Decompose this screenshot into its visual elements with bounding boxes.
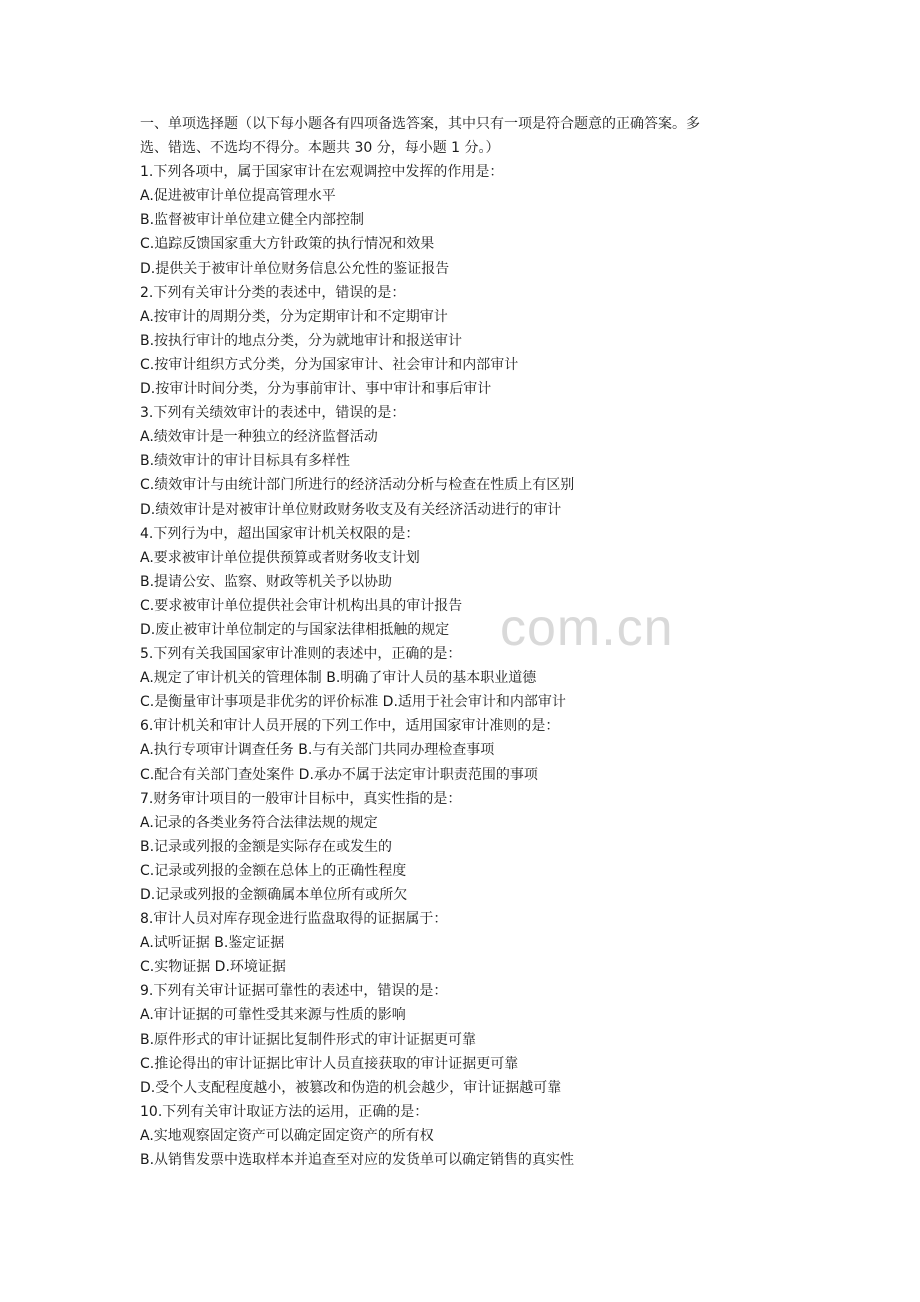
text-line: B.绩效审计的审计目标具有多样性: [140, 453, 351, 470]
text-line: B.记录或列报的金额是实际存在或发生的: [140, 838, 393, 855]
text-line: 2.下列有关审计分类的表述中，错误的是：: [140, 284, 406, 301]
text-line: A.要求被审计单位提供预算或者财务收支计划: [140, 549, 420, 566]
text-line: B.监督被审计单位建立健全内部控制: [140, 212, 365, 229]
text-line: B.原件形式的审计证据比复制件形式的审计证据更可靠: [140, 1031, 477, 1048]
text-line: B.按执行审计的地点分类，分为就地审计和报送审计: [140, 332, 463, 349]
text-line: A.实地观察固定资产可以确定固定资产的所有权: [140, 1127, 434, 1144]
text-line: D.绩效审计是对被审计单位财政财务收支及有关经济活动进行的审计: [140, 501, 562, 518]
document-body: [140, 112, 788, 1172]
text-line: A.按审计的周期分类，分为定期审计和不定期审计: [140, 308, 448, 325]
text-line: C.配合有关部门查处案件 D.承办不属于法定审计职责范围的事项: [140, 766, 538, 783]
text-line: A.记录的各类业务符合法律法规的规定: [140, 814, 378, 831]
text-line: B.提请公安、监察、财政等机关予以协助: [140, 573, 393, 590]
watermark: com.cn: [500, 599, 674, 657]
text-line: D.按审计时间分类，分为事前审计、事中审计和事后审计: [140, 381, 492, 398]
text-line: C.绩效审计与由统计部门所进行的经济活动分析与检查在性质上有区别: [140, 477, 575, 494]
text-line: 8.审计人员对库存现金进行监盘取得的证据属于：: [140, 911, 448, 928]
text-line: C.是衡量审计事项是非优劣的评价标准 D.适用于社会审计和内部审计: [140, 694, 566, 711]
text-line: C.追踪反馈国家重大方针政策的执行情况和效果: [140, 236, 435, 253]
text-line: A.规定了审计机关的管理体制 B.明确了审计人员的基本职业道德: [140, 670, 537, 687]
text-line: 1.下列各项中，属于国家审计在宏观调控中发挥的作用是：: [140, 164, 504, 181]
text-line: B.从销售发票中选取样本并追查至对应的发货单可以确定销售的真实性: [140, 1152, 575, 1169]
text-line: 6.审计机关和审计人员开展的下列工作中，适用国家审计准则的是：: [140, 718, 560, 735]
text-line: D.受个人支配程度越小，被篡改和伪造的机会越少，审计证据越可靠: [140, 1079, 562, 1096]
text-line: C.按审计组织方式分类，分为国家审计、社会审计和内部审计: [140, 356, 519, 373]
text-line: A.绩效审计是一种独立的经济监督活动: [140, 429, 378, 446]
text-line: 选、错选、不选均不得分。本题共 30 分，每小题 1 分。）: [140, 140, 500, 157]
text-line: D.废止被审计单位制定的与国家法律相抵触的规定: [140, 621, 450, 638]
text-line: A.审计证据的可靠性受其来源与性质的影响: [140, 1007, 406, 1024]
text-line: 10.下列有关审计取证方法的运用，正确的是：: [140, 1103, 429, 1120]
text-line: C.实物证据 D.环境证据: [140, 959, 286, 976]
text-line: D.记录或列报的金额确属本单位所有或所欠: [140, 887, 408, 903]
text-line: A.促进被审计单位提高管理水平: [140, 188, 336, 205]
text-line: 一、单项选择题（以下每小题各有四项备选答案，其中只有一项是符合题意的正确答案。多: [140, 116, 700, 132]
text-line: C.记录或列报的金额在总体上的正确性程度: [140, 862, 407, 879]
text-line: A.试听证据 B.鉴定证据: [140, 935, 285, 952]
text-line: 3.下列有关绩效审计的表述中，错误的是：: [140, 405, 406, 422]
text-line: 7.财务审计项目的一般审计目标中，真实性指的是：: [140, 790, 462, 807]
text-line: A.执行专项审计调查任务 B.与有关部门共同办理检查事项: [140, 742, 495, 759]
text-line: 5.下列有关我国国家审计准则的表述中，正确的是：: [140, 646, 462, 663]
text-line: 4.下列行为中，超出国家审计机关权限的是：: [140, 525, 420, 542]
text-line: C.要求被审计单位提供社会审计机构出具的审计报告: [140, 597, 463, 614]
text-line: C.推论得出的审计证据比审计人员直接获取的审计证据更可靠: [140, 1055, 519, 1072]
text-line: 9.下列有关审计证据可靠性的表述中，错误的是：: [140, 983, 448, 1000]
text-line: D.提供关于被审计单位财务信息公允性的鉴证报告: [140, 260, 450, 277]
